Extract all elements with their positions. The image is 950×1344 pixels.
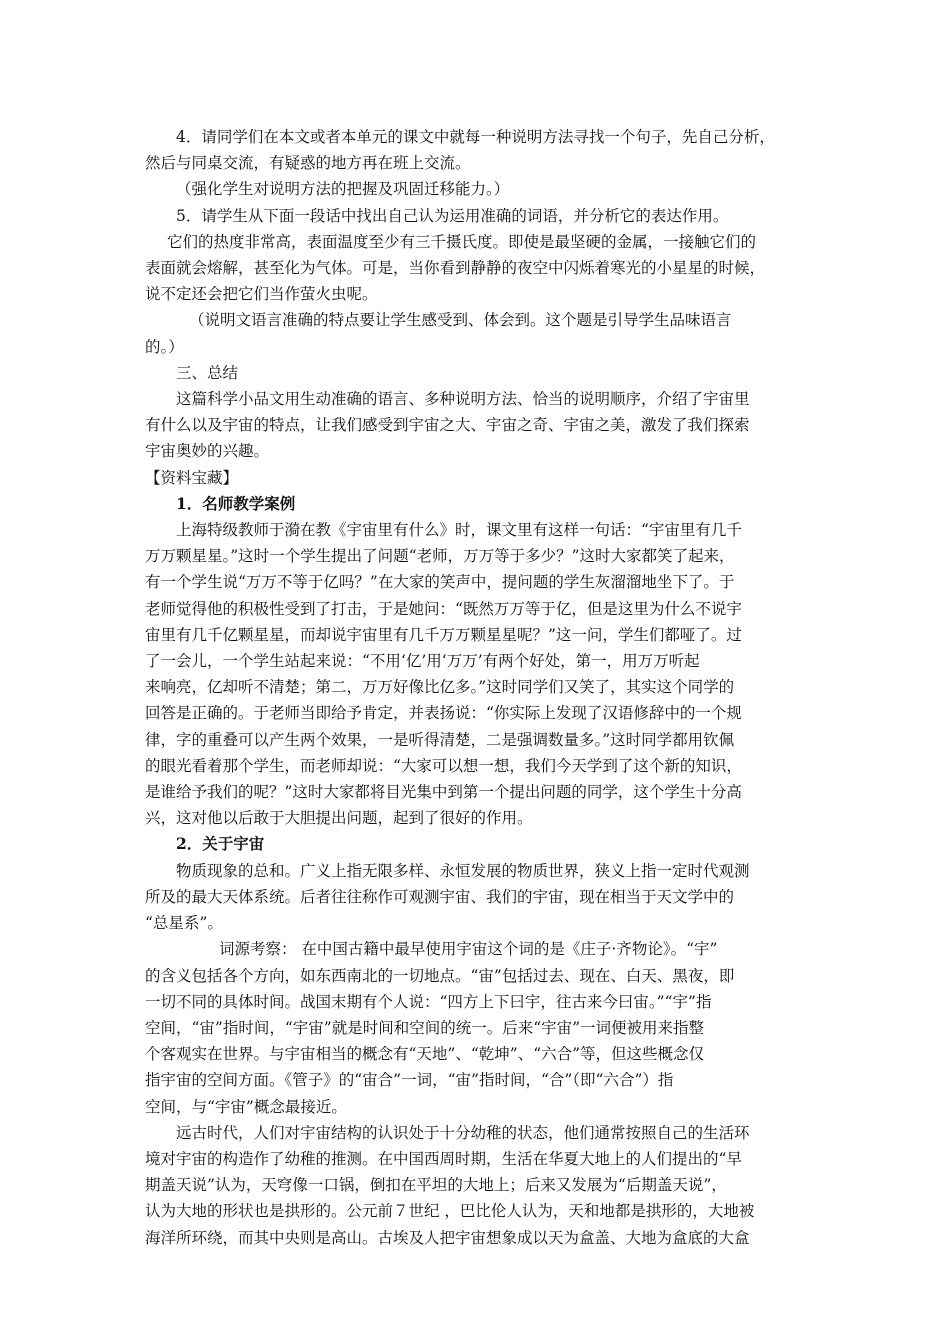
text-line: “总星系”。 [145, 914, 223, 933]
text-line: 律，字的重叠可以产生两个效果，一是听得清楚，二是强调数量多。”这时同学都用钦佩 [145, 730, 735, 749]
text-line: 它们的热度非常高，表面温度至少有三千摄氏度。即使是最坚硬的金属，一接触它们的 [167, 232, 757, 251]
text-line: 上海特级教师于漪在教《宇宙里有什么》时，课文里有这样一句话：“宇宙里有几千 [176, 521, 742, 540]
text-line: 所及的最大天体系统。后者往往称作可观测宇宙、我们的宇宙，现在相当于天文学中的 [145, 887, 735, 906]
text-line: 的眼光看着那个学生，而老师却说：“大家可以想一想，我们今天学到了这个新的知识， [145, 756, 742, 775]
text-line: 有一个学生说“万万不等于亿吗？”在大家的笑声中，提问题的学生灰溜溜地坐下了。于 [145, 573, 735, 592]
text-line: 说不定还会把它们当作萤火虫呢。 [145, 285, 378, 304]
text-line: 远古时代，人们对宇宙结构的认识处于十分幼稚的状态，他们通常按照自己的生活环 [176, 1123, 750, 1142]
text-line: 万万颗星星。”这时一个学生提出了问题“老师，万万等于多少？”这时大家都笑了起来， [145, 547, 735, 566]
text-line: 认为大地的形状也是拱形的。公元前７世纪 ，巴比伦人认为，天和地都是拱形的，大地被 [145, 1202, 755, 1221]
text-line: 4．请同学们在本文或者本单元的课文中就每一种说明方法寻找一个句子，先自己分析， [176, 128, 775, 146]
text-line: 的。） [145, 337, 184, 356]
text-line: 老师觉得他的积极性受到了打击，于是她问：“既然万万等于亿，但是这里为什么不说宇 [145, 599, 742, 618]
text-line: 空间，“宙”指时间，“宇宙”就是时间和空间的统一。后来“宇宙”一词便被用来指整 [145, 1018, 705, 1037]
text-line: 期盖天说”认为，天穹像一口锅，倒扣在平坦的大地上；后来又发展为“后期盖天说”， [145, 1176, 727, 1195]
text-line: 来响亮，亿却听不清楚；第二，万万好像比亿多。”这时同学们又笑了，其实这个同学的 [145, 678, 735, 697]
text-line: 兴，这对他以后敢于大胆提出问题，起到了很好的作用。 [145, 809, 533, 828]
text-line: 词源考察： 在中国古籍中最早使用宇宙这个词的是《庄子·齐物论》。“宇” [219, 940, 718, 959]
subsection-heading: 1．名师教学案例 [176, 493, 296, 513]
text-line: 是谁给予我们的呢？”这时大家都将目光集中到第一个提出问题的同学，这个学生十分高 [145, 783, 742, 802]
text-line: （强化学生对说明方法的把握及巩固迁移能力。） [176, 180, 510, 199]
text-line: （说明文语言准确的特点要让学生感受到、体会到。这个题是引导学生品味语言 [189, 311, 732, 330]
text-line: 宇宙奥妙的兴趣。 [145, 442, 270, 461]
text-line: 回答是正确的。于老师当即给予肯定，并表扬说：“你实际上发现了汉语修辞中的一个规 [145, 704, 742, 723]
text-line: 空间，与“宇宙”概念最接近。 [145, 1097, 347, 1116]
text-line: 有什么以及宇宙的特点，让我们感受到宇宙之大、宇宙之奇、宇宙之美，激发了我们探索 [145, 416, 750, 435]
text-line: 指宇宙的空间方面。《管子》的“宙合”一词，“宙”指时间，“合”（即“六合”）指 [145, 1071, 674, 1090]
text-line: 宙里有几千亿颗星星，而却说宇宙里有几千万万颗星星呢？”这一问，学生们都哑了。过 [145, 625, 742, 644]
text-line: 个客观实在世界。与宇宙相当的概念有“天地”、“乾坤”、“六合”等，但这些概念仅 [145, 1045, 705, 1064]
text-line: 物质现象的总和。广义上指无限多样、永恒发展的物质世界，狭义上指一定时代观测 [176, 861, 750, 880]
text-line: 5．请学生从下面一段话中找出自己认为运用准确的词语，并分析它的表达作用。 [176, 206, 729, 225]
text-line: 一切不同的具体时间。战国末期有个人说：“四方上下曰宇，往古来今曰宙。”“宇”指 [145, 992, 712, 1011]
section-heading: 【资料宝藏】 [145, 468, 239, 487]
section-heading: 三、总结 [176, 363, 239, 382]
text-line: 海洋所环绕，而其中央则是高山。古埃及人把宇宙想象成以天为盒盖、大地为盒底的大盒 [145, 1228, 750, 1247]
text-line: 境对宇宙的构造作了幼稚的推测。在中国西周时期，生活在华夏大地上的人们提出的“早 [145, 1149, 742, 1168]
subsection-heading: 2．关于宇宙 [176, 834, 265, 854]
text-line: 的含义包括各个方向，如东西南北的一切地点。“宙”包括过去、现在、白天、黑夜，即 [145, 966, 735, 985]
text-line: 了一会儿，一个学生站起来说：“不用‘亿’用‘万万’有两个好处，第一，用万万听起 [145, 652, 700, 671]
text-line: 表面就会熔解，甚至化为气体。可是，当你看到静静的夜空中闪烁着寒光的小星星的时候， [145, 259, 766, 278]
text-line: 这篇科学小品文用生动准确的语言、多种说明方法、恰当的说明顺序，介绍了宇宙里 [176, 390, 750, 409]
text-line: 然后与同桌交流，有疑惑的地方再在班上交流。 [145, 154, 471, 173]
